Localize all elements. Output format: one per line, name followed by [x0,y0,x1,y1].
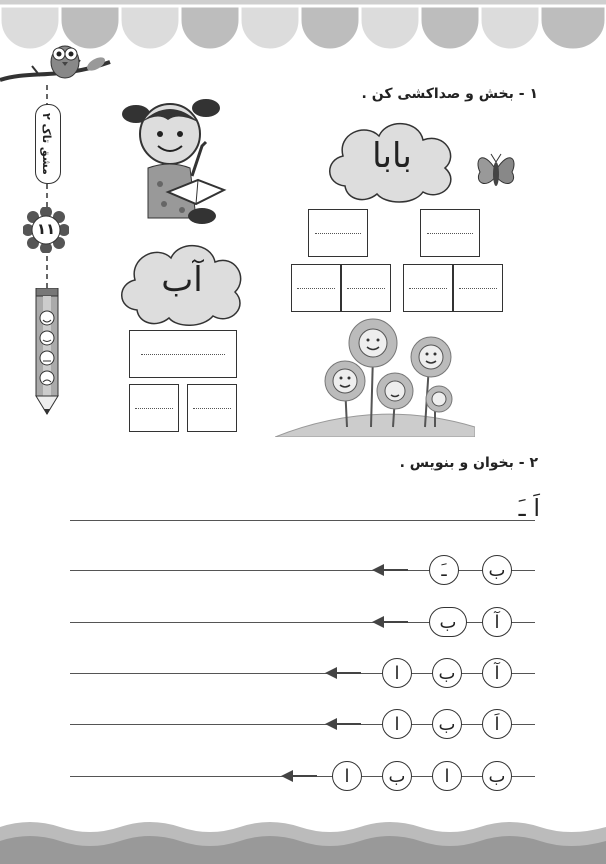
letter-circle: ب [432,709,462,739]
pencil-rating-icon [32,288,62,416]
letter-circle: آ [482,607,512,637]
letter-circle: ب [432,658,462,688]
letter-circle: اَ [482,709,512,739]
letter-circle: ا [332,761,362,791]
sidebar-label-pill [35,104,61,184]
syllable-box-ab[interactable] [129,330,237,378]
writing-line-4 [70,724,535,725]
letter-box-baba-1[interactable] [291,264,341,312]
syllable-box-baba-2[interactable] [420,209,480,257]
letter-circle: ب [482,555,512,585]
girl-reading-illustration [118,92,230,230]
arrow-left-icon [372,614,410,630]
letter-box-baba-4[interactable] [453,264,503,312]
writing-line-1 [70,570,535,571]
butterfly-icon [474,146,518,194]
letter-box-ab-2[interactable] [187,384,237,432]
arrow-left-icon [325,665,363,681]
bottom-wave-border [0,815,606,864]
exercise1-title: ۱ - بخش و صداکشی کن . [361,86,538,102]
page-number: ۱۱ [36,220,56,238]
arrow-left-icon [372,562,410,578]
letter-circle: ا [382,658,412,688]
syllable-box-baba-1[interactable] [308,209,368,257]
sunflowers-illustration [275,315,475,437]
arrow-left-icon [281,768,319,784]
word-baba: بابا [372,136,412,176]
letter-box-baba-2[interactable] [341,264,391,312]
lesson-label: مشق تاک ۲ [40,113,53,175]
letter-circle: ب [482,761,512,791]
exercise2-title: ۲ - بخوان و بنویس . [399,455,538,471]
arrow-left-icon [325,716,363,732]
word-ab: آب [161,260,203,300]
letter-circle: ب [382,761,412,791]
letter-circle: آ [482,658,512,688]
header-marks: اَ ـَ [518,494,540,522]
letter-box-ab-1[interactable] [129,384,179,432]
writing-line-0 [70,520,535,521]
letter-box-baba-3[interactable] [403,264,453,312]
writing-line-3 [70,673,535,674]
letter-circle: ب [429,607,467,637]
letter-circle: ا [432,761,462,791]
letter-circle: ا [382,709,412,739]
letter-circle: ـَ [429,555,459,585]
